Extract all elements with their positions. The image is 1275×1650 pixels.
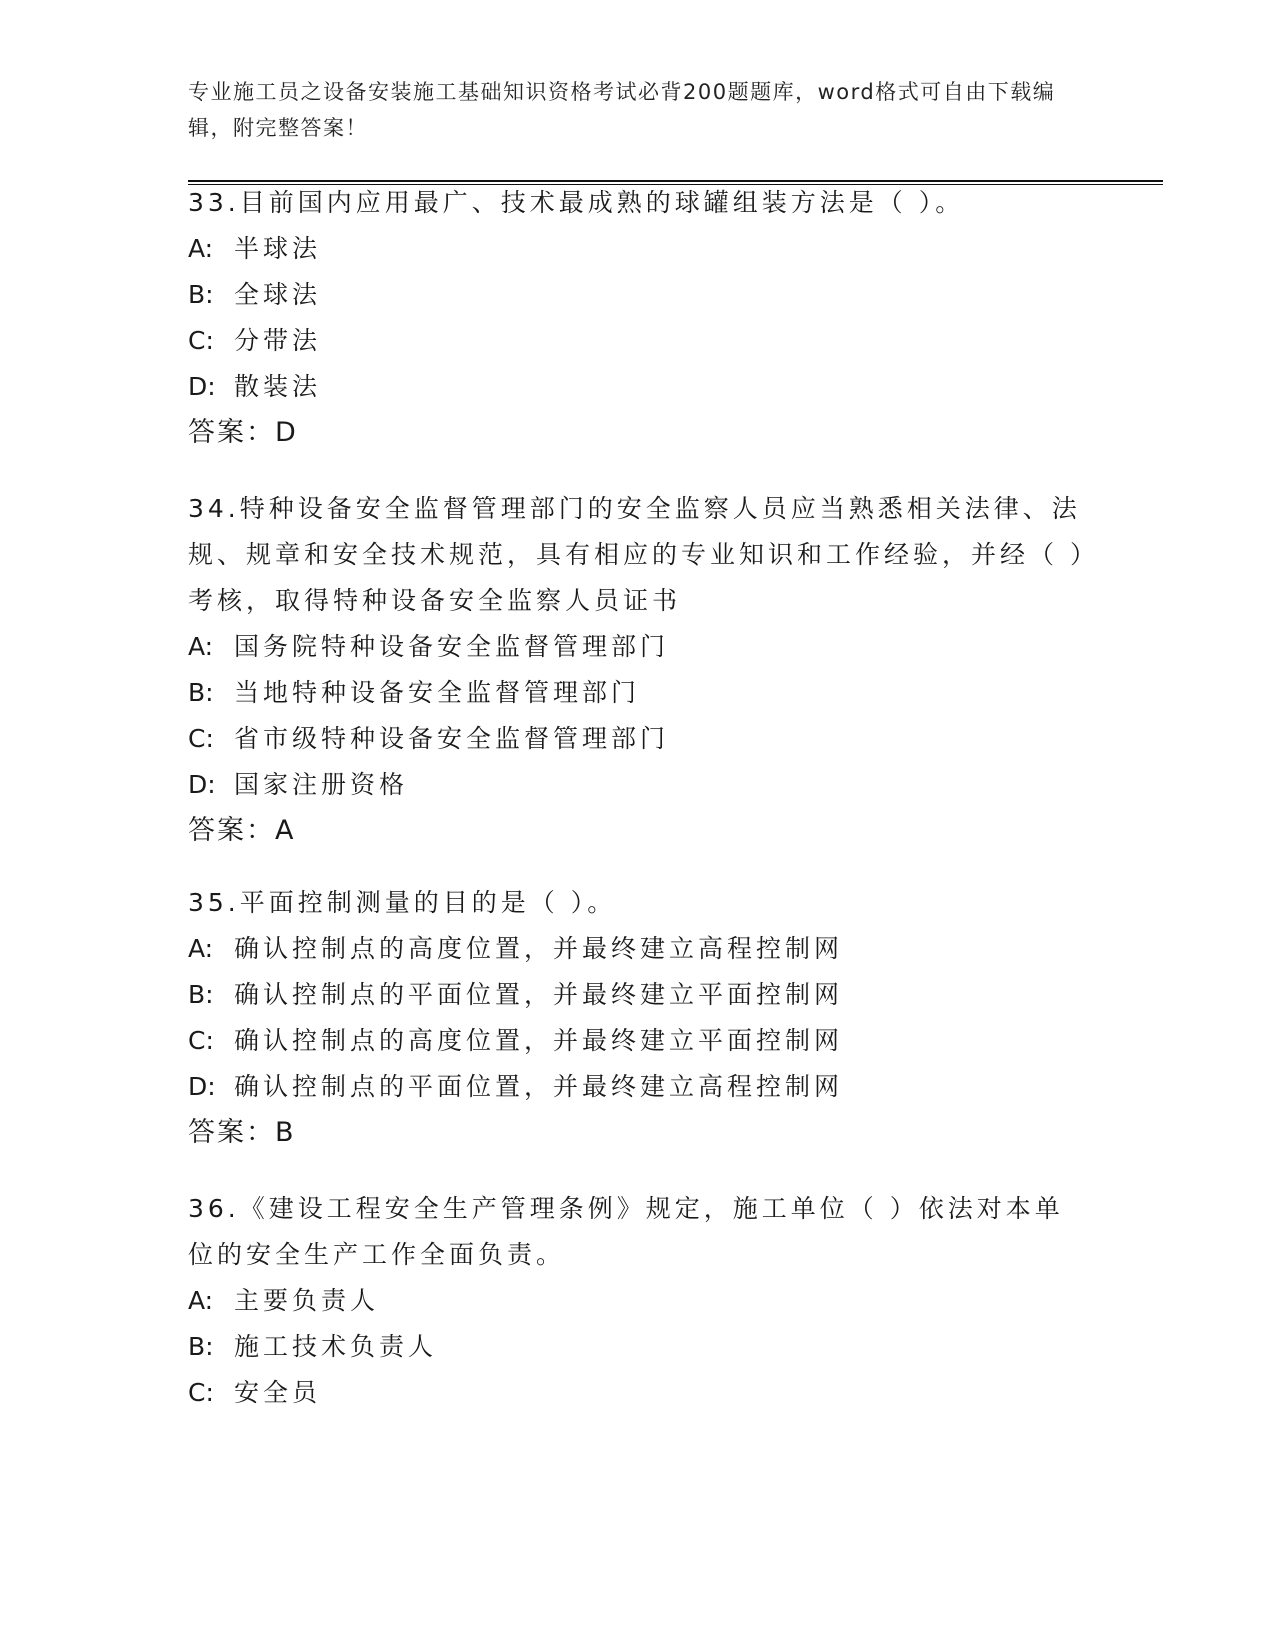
option-a bbox=[188, 926, 1088, 972]
option-letter: A: bbox=[188, 934, 214, 963]
option-d bbox=[188, 364, 1088, 410]
option-letter: D: bbox=[188, 770, 216, 799]
option-d bbox=[188, 762, 1088, 808]
option-c bbox=[188, 716, 1088, 762]
option-b bbox=[188, 670, 1088, 716]
option-text: 散装法 bbox=[234, 372, 322, 401]
option-a bbox=[188, 1278, 1088, 1324]
option-letter: A: bbox=[188, 1286, 214, 1315]
option-c bbox=[188, 1370, 1088, 1416]
answer-line bbox=[188, 808, 1088, 854]
option-text: 确认控制点的平面位置，并最终建立平面控制网 bbox=[234, 980, 844, 1009]
option-text: 确认控制点的平面位置，并最终建立高程控制网 bbox=[234, 1072, 844, 1101]
option-text: 全球法 bbox=[234, 280, 322, 309]
option-a bbox=[188, 624, 1088, 670]
option-b bbox=[188, 1324, 1088, 1370]
option-text: 安全员 bbox=[234, 1378, 322, 1407]
option-text: 国家注册资格 bbox=[234, 770, 409, 799]
question-33 bbox=[188, 180, 1088, 456]
option-text: 确认控制点的高度位置，并最终建立平面控制网 bbox=[234, 1026, 844, 1055]
option-text: 半球法 bbox=[234, 234, 322, 263]
option-letter: A: bbox=[188, 632, 214, 661]
answer-label: 答案： bbox=[188, 417, 275, 448]
option-d bbox=[188, 1064, 1088, 1110]
answer-value: B bbox=[275, 1117, 296, 1148]
option-a bbox=[188, 226, 1088, 272]
question-stem: 34.特种设备安全监督管理部门的安全监察人员应当熟悉相关法律、法规、规章和安全技术规范，具有相应的专业知识和工作经验，并经（ ）考核，取得特种设备安全监察人员证书 bbox=[188, 494, 1087, 615]
option-text: 当地特种设备安全监督管理部门 bbox=[234, 678, 641, 707]
answer-line bbox=[188, 410, 1088, 456]
option-text: 确认控制点的高度位置，并最终建立高程控制网 bbox=[234, 934, 844, 963]
option-letter: C: bbox=[188, 326, 214, 355]
option-text: 国务院特种设备安全监督管理部门 bbox=[234, 632, 670, 661]
option-letter: B: bbox=[188, 980, 214, 1009]
answer-label: 答案： bbox=[188, 1117, 275, 1148]
option-text: 分带法 bbox=[234, 326, 322, 355]
question-stem: 35.平面控制测量的目的是（ ）。 bbox=[188, 888, 617, 917]
answer-value: D bbox=[275, 417, 298, 448]
document-header: 专业施工员之设备安装施工基础知识资格考试必背200题题库，word格式可自由下载编辑，附完整答案！ bbox=[188, 80, 1056, 140]
option-b bbox=[188, 972, 1088, 1018]
option-letter: A: bbox=[188, 234, 214, 263]
question-34 bbox=[188, 486, 1088, 854]
option-text: 主要负责人 bbox=[234, 1286, 380, 1315]
option-c bbox=[188, 318, 1088, 364]
option-b bbox=[188, 272, 1088, 318]
question-stem: 36.《建设工程安全生产管理条例》规定，施工单位（ ）依法对本单位的安全生产工作全面负责。 bbox=[188, 1194, 1064, 1269]
question-36 bbox=[188, 1186, 1088, 1416]
option-letter: C: bbox=[188, 1026, 214, 1055]
question-stem: 33.目前国内应用最广、技术最成熟的球罐组装方法是（ ）。 bbox=[188, 188, 965, 217]
question-35 bbox=[188, 880, 1088, 1156]
option-text: 施工技术负责人 bbox=[234, 1332, 438, 1361]
option-letter: C: bbox=[188, 724, 214, 753]
answer-label: 答案： bbox=[188, 815, 275, 846]
option-text: 省市级特种设备安全监督管理部门 bbox=[234, 724, 670, 753]
answer-line bbox=[188, 1110, 1088, 1156]
option-letter: D: bbox=[188, 1072, 216, 1101]
option-letter: B: bbox=[188, 280, 214, 309]
option-c bbox=[188, 1018, 1088, 1064]
option-letter: C: bbox=[188, 1378, 214, 1407]
answer-value: A bbox=[275, 815, 296, 846]
option-letter: B: bbox=[188, 1332, 214, 1361]
option-letter: B: bbox=[188, 678, 214, 707]
option-letter: D: bbox=[188, 372, 216, 401]
